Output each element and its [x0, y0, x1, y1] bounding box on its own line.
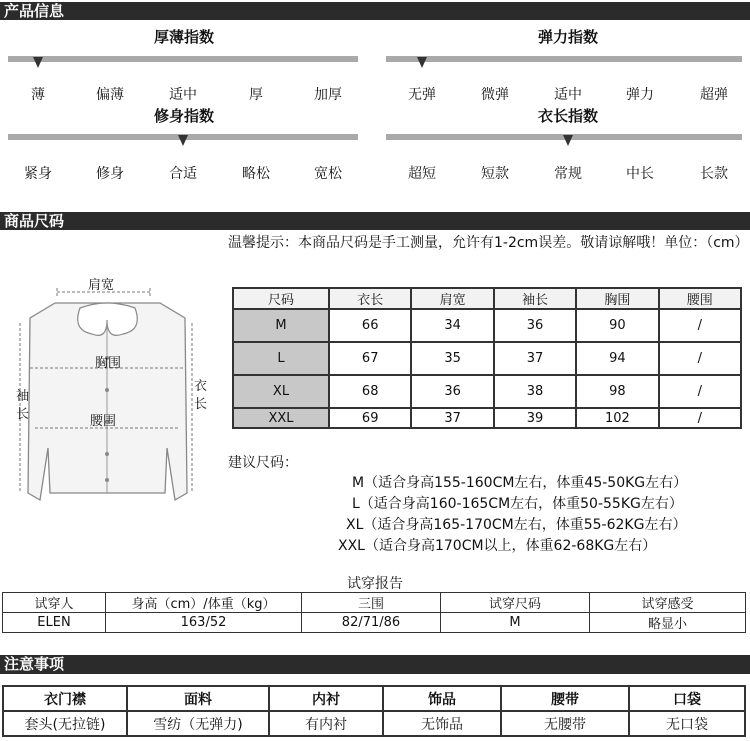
length-label: 常规 — [554, 166, 582, 182]
table-cell: 38 — [494, 375, 576, 408]
table-cell: 34 — [411, 309, 493, 342]
trial-cell: 163/52 — [106, 613, 302, 633]
size-cell: L — [233, 342, 329, 375]
size-table — [232, 287, 742, 429]
notes-cell: 有内衬 — [269, 711, 383, 736]
size-cell: XXL — [233, 408, 329, 428]
size-table-header: 尺码 — [233, 288, 329, 309]
thickness-label: 加厚 — [314, 87, 342, 103]
table-row — [3, 613, 746, 633]
product-size-header: 商品尺码 — [0, 212, 750, 230]
table-cell: / — [659, 408, 741, 428]
length-scale-title: 衣长指数 — [537, 107, 598, 125]
recommend-item: L（适合身高160-165CM左右，体重50-55KG左右） — [352, 496, 683, 512]
table-cell: 98 — [576, 375, 658, 408]
table-cell: 102 — [576, 408, 658, 428]
table-cell: 90 — [576, 309, 658, 342]
elasticity-label: 弹力 — [626, 87, 654, 103]
trial-cell: M — [441, 613, 590, 633]
table-row — [233, 309, 741, 342]
trial-header: 三围 — [302, 593, 441, 613]
length-label: 长款 — [700, 166, 728, 182]
table-cell: 69 — [329, 408, 411, 428]
elasticity-scale-title: 弹力指数 — [537, 28, 598, 46]
recommend-item: M（适合身高155-160CM左右，体重45-50KG左右） — [352, 475, 688, 491]
table-row — [3, 711, 745, 736]
notes-cell: 无口袋 — [629, 711, 745, 736]
notes-header: 饰品 — [383, 686, 501, 711]
size-table-header: 衣长 — [329, 288, 411, 309]
table-cell: 94 — [576, 342, 658, 375]
trial-header-row — [3, 593, 746, 613]
table-row — [233, 408, 741, 428]
size-table-header: 袖长 — [494, 288, 576, 309]
notes-header: 衣门襟 — [3, 686, 127, 711]
table-cell: 36 — [494, 309, 576, 342]
measurement-tip: 温馨提示：本商品尺码是手工测量，允许有1-2cm误差。敬请谅解哦！单位：（cm） — [228, 235, 749, 251]
fit-label: 略松 — [242, 166, 270, 182]
trial-cell: ELEN — [3, 613, 106, 633]
length-label: 短款 — [481, 166, 509, 182]
table-cell: 36 — [411, 375, 493, 408]
table-cell: / — [659, 309, 741, 342]
thickness-scale-title: 厚薄指数 — [153, 28, 214, 46]
fit-scale-title: 修身指数 — [153, 107, 214, 125]
notes-header-row — [3, 686, 745, 711]
fit-scale-marker — [178, 135, 188, 146]
table-row — [233, 342, 741, 375]
notes-header: 内衬 — [269, 686, 383, 711]
trial-header: 试穿尺码 — [441, 593, 590, 613]
size-table-header-row — [233, 288, 741, 309]
recommend-item: XXL（适合身高170CM以上，体重62-68KG左右） — [338, 538, 657, 554]
trial-report-title: 试穿报告 — [347, 576, 403, 592]
length-label: 超短 — [408, 166, 436, 182]
table-row — [233, 375, 741, 408]
elasticity-label: 超弹 — [700, 87, 728, 103]
table-cell: 68 — [329, 375, 411, 408]
size-table-header: 肩宽 — [411, 288, 493, 309]
table-cell: 67 — [329, 342, 411, 375]
size-cell: XL — [233, 375, 329, 408]
fit-label: 宽松 — [314, 166, 342, 182]
product-info-header: 产品信息 — [0, 2, 750, 20]
notes-header: 口袋 — [629, 686, 745, 711]
fit-label: 紧身 — [24, 166, 52, 182]
fit-label: 修身 — [96, 166, 124, 182]
waist-label: 腰围 — [90, 414, 117, 429]
table-cell: 37 — [494, 342, 576, 375]
size-table-header: 胸围 — [576, 288, 658, 309]
notes-cell: 无饰品 — [383, 711, 501, 736]
length-label-diagram: 衣长 — [194, 379, 208, 412]
notes-cell: 雪纺（无弹力) — [127, 711, 269, 736]
fit-label: 合适 — [169, 166, 197, 182]
trial-header: 试穿人 — [3, 593, 106, 613]
table-cell: / — [659, 375, 741, 408]
table-cell: 39 — [494, 408, 576, 428]
trial-header: 试穿感受 — [590, 593, 746, 613]
table-cell: 66 — [329, 309, 411, 342]
chest-label: 胸围 — [95, 356, 122, 371]
table-cell: 35 — [411, 342, 493, 375]
length-scale-marker — [563, 135, 573, 146]
thickness-label: 偏薄 — [96, 87, 124, 103]
thickness-scale-marker — [33, 57, 43, 68]
thickness-scale-bar — [8, 56, 358, 62]
shoulder-label: 肩宽 — [88, 278, 115, 293]
size-table-header: 腰围 — [659, 288, 741, 309]
thickness-label: 薄 — [31, 87, 45, 103]
size-cell: M — [233, 309, 329, 342]
table-cell: / — [659, 342, 741, 375]
table-cell: 37 — [411, 408, 493, 428]
notes-table — [2, 685, 746, 737]
elasticity-label: 微弹 — [481, 87, 509, 103]
notes-cell: 套头(无拉链) — [3, 711, 127, 736]
trial-header: 身高（cm）/体重（kg） — [106, 593, 302, 613]
elasticity-scale-marker — [417, 57, 427, 68]
thickness-label: 厚 — [249, 87, 263, 103]
recommend-title: 建议尺码： — [228, 455, 298, 471]
length-label: 中长 — [626, 166, 654, 182]
notes-header: 注意事项 — [0, 655, 750, 674]
sleeve-label: 袖长 — [16, 389, 30, 422]
elasticity-label: 无弹 — [408, 87, 436, 103]
trial-cell: 82/71/86 — [302, 613, 441, 633]
recommend-item: XL（适合身高165-170CM左右，体重55-62KG左右） — [346, 517, 687, 533]
notes-cell: 无腰带 — [501, 711, 629, 736]
trial-table — [2, 592, 746, 633]
elasticity-label: 适中 — [554, 87, 582, 103]
notes-header: 腰带 — [501, 686, 629, 711]
trial-cell: 略显小 — [590, 613, 746, 633]
thickness-label: 适中 — [169, 87, 197, 103]
notes-header: 面料 — [127, 686, 269, 711]
garment-diagram — [10, 268, 215, 508]
elasticity-scale-bar — [386, 56, 742, 62]
